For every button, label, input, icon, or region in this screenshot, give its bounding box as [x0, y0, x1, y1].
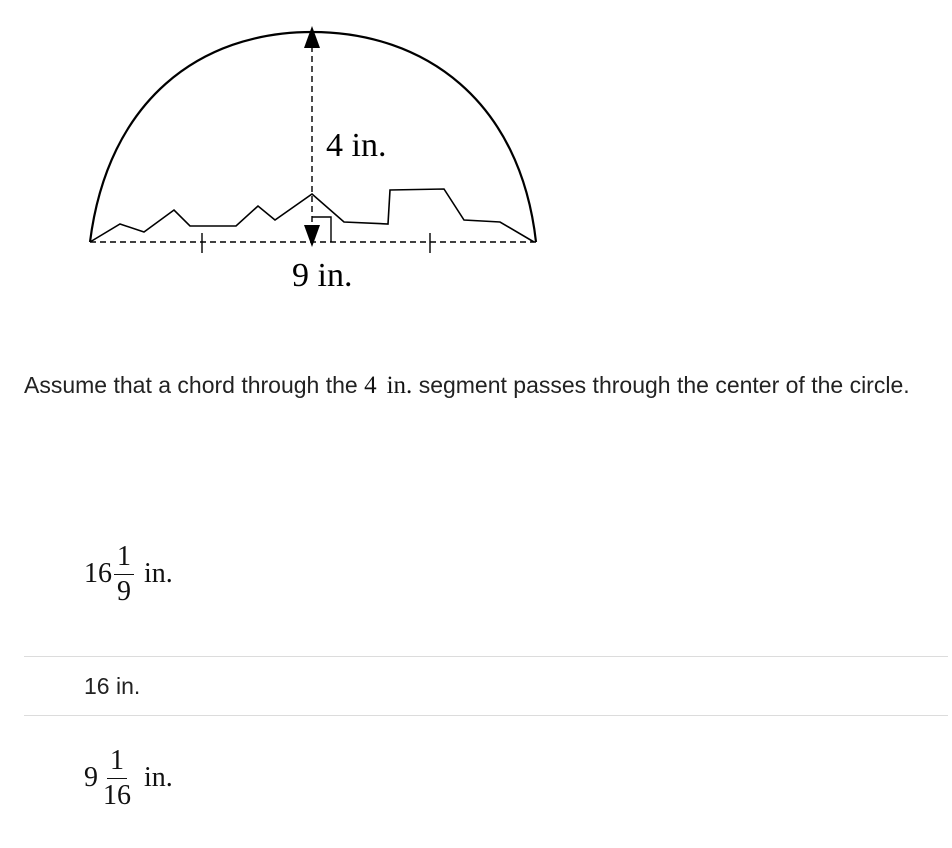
- unit: in.: [144, 762, 173, 793]
- whole-part: 16: [84, 558, 112, 589]
- answer-option-b[interactable]: [24, 657, 948, 716]
- figure-svg: [0, 0, 620, 310]
- question-math: [364, 372, 412, 399]
- denominator: 16: [103, 779, 131, 811]
- arrow-down-icon: [304, 225, 320, 247]
- question-text-after: segment passes through the center of the circle.: [418, 372, 910, 398]
- fraction: [100, 746, 134, 811]
- numerator: 1: [107, 746, 127, 779]
- mixed-number: [84, 542, 173, 607]
- width-label: 9 in.: [292, 257, 353, 294]
- arrow-up-icon: [304, 26, 320, 48]
- fraction: [114, 542, 134, 607]
- denominator: 9: [117, 575, 131, 607]
- unit: in.: [144, 558, 173, 589]
- question-text: [24, 366, 939, 405]
- question-math-value: 4: [364, 372, 377, 399]
- whole-part: 9: [84, 762, 98, 793]
- answer-option-c[interactable]: [24, 716, 948, 848]
- question-math-unit: in.: [386, 372, 413, 399]
- option-text: 16 in.: [84, 672, 141, 699]
- answer-option-a[interactable]: [24, 480, 948, 657]
- plate-arc: [90, 32, 536, 242]
- numerator: 1: [114, 542, 134, 575]
- height-label: 4 in.: [326, 127, 387, 164]
- mixed-number: [84, 746, 173, 811]
- question-text-before: Assume that a chord through the: [24, 372, 358, 398]
- answer-options: [24, 480, 948, 848]
- semicircle-figure: [0, 0, 620, 310]
